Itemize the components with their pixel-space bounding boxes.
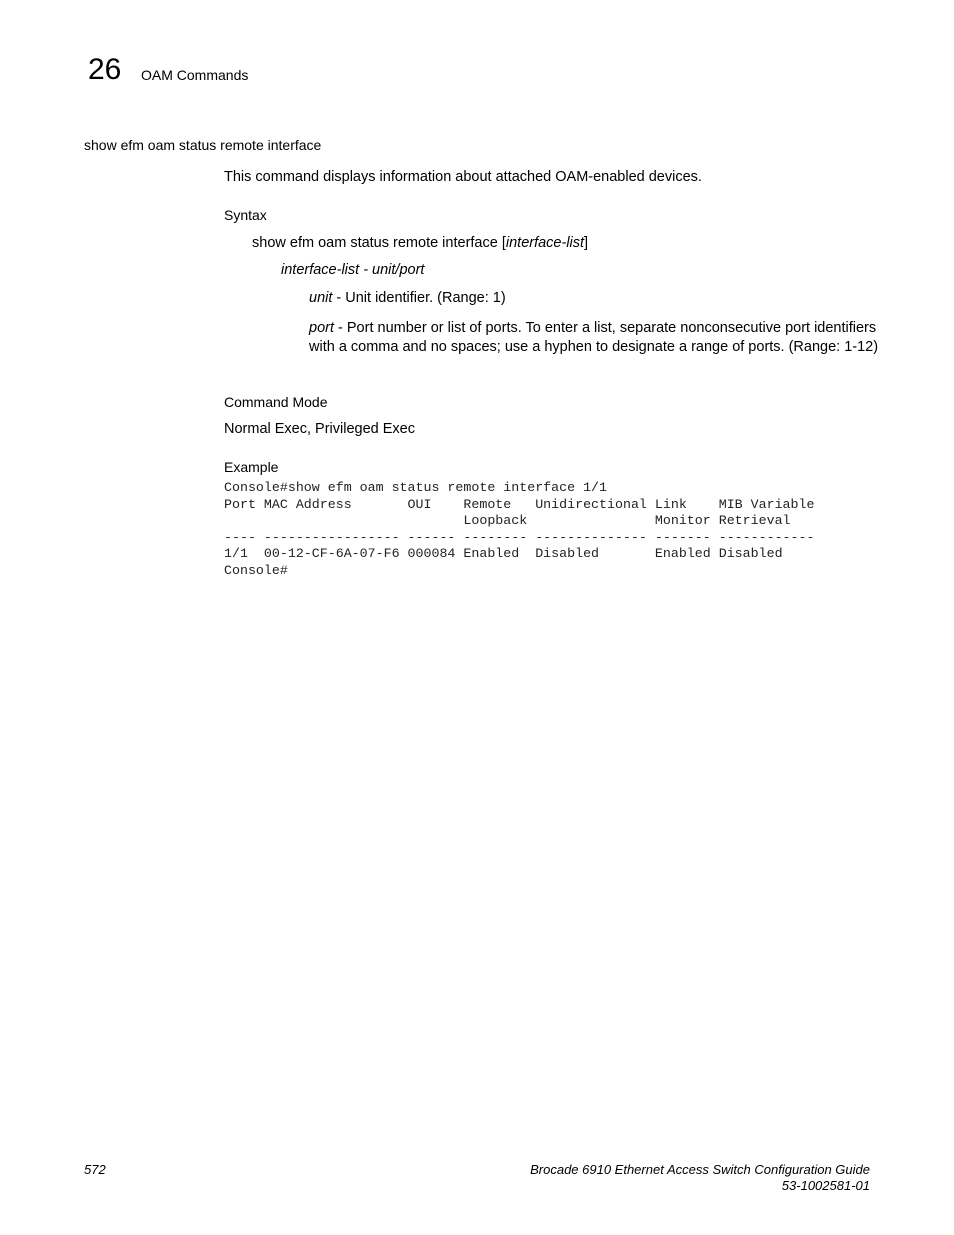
syntax-line — [252, 235, 588, 252]
doc-title: Brocade 6910 Ethernet Access Switch Configuration Guide — [530, 1162, 870, 1177]
console-line: ---- ----------------- ------ -------- -------------- ------- ------------ — [224, 529, 815, 545]
syntax-bracket-open: [ — [497, 235, 506, 251]
command-mode-heading: Command Mode — [224, 394, 328, 410]
console-line: Port MAC Address OUI Remote Unidirectional Link MIB Variable — [224, 496, 815, 512]
port-param-desc: - Port number or list of ports. To enter a list, separate nonconsecutive port identifiers with a comma and no spaces; use a hyphen to designate a range of ports. (Range: 1-12) — [309, 320, 879, 355]
syntax-heading: Syntax — [224, 207, 267, 223]
doc-number: 53-1002581-01 — [781, 1178, 870, 1193]
syntax-argument: interface-list — [505, 235, 585, 251]
syntax-command: show efm oam status remote interface — [252, 235, 498, 251]
syntax-bracket-close: ] — [584, 235, 589, 251]
console-line: 1/1 00-12-CF-6A-07-F6 000084 Enabled Disabled Enabled Disabled — [224, 546, 783, 562]
command-heading: show efm oam status remote interface — [84, 137, 322, 153]
command-mode-text: Normal Exec, Privileged Exec — [224, 421, 415, 437]
unit-param-desc: - Unit identifier. (Range: 1) — [332, 290, 506, 306]
footer-doc-info — [530, 1162, 870, 1194]
unit-param — [309, 290, 506, 307]
command-description: This command displays information about attached OAM-enabled devices. — [224, 169, 702, 185]
example-heading: Example — [224, 459, 279, 475]
param-definition: interface-list - unit/port — [281, 262, 425, 278]
console-line: Console#show efm oam status remote interface 1/1 — [224, 480, 608, 495]
chapter-title: OAM Commands — [141, 67, 249, 83]
port-param — [309, 319, 889, 356]
console-line: Loopback Monitor Retrieval — [224, 513, 791, 529]
unit-param-name: unit — [309, 290, 333, 306]
console-output — [224, 480, 814, 580]
chapter-number: 26 — [88, 53, 122, 86]
page-number: 572 — [84, 1162, 106, 1177]
port-param-name: port — [309, 320, 334, 336]
console-line: Console# — [224, 562, 288, 578]
